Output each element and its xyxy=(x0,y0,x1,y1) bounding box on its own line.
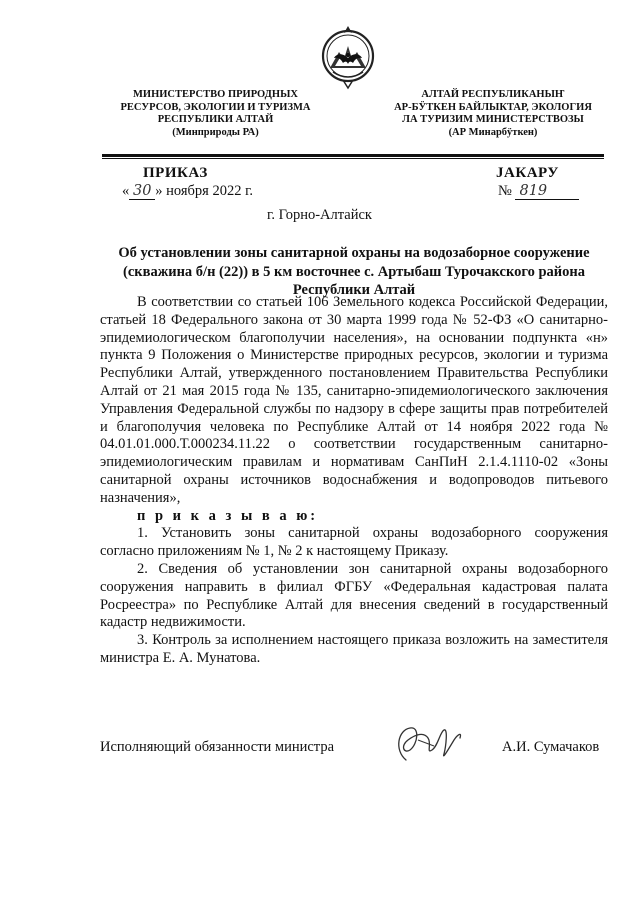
header-divider xyxy=(102,154,604,157)
ministry-alt-short: (АР Минарбӱткен) xyxy=(448,126,538,138)
ministry-alt-line: АЛТАЙ РЕСПУБЛИКАНЫҤ xyxy=(421,89,565,100)
ministry-alt-line: АР-БӰТКЕН БАЙЛЫКТАР, ЭКОЛОГИЯ xyxy=(394,101,592,113)
ministry-ru-line: МИНИСТЕРСТВО ПРИРОДНЫХ xyxy=(133,89,298,100)
order-word: п р и к а з ы в а ю: xyxy=(137,507,319,524)
preamble-paragraph: В соответствии со статьей 106 Земельного кодекса Российской Федерации, статьей 18 Федерального закона от 30 марта 1999 года № 52-ФЗ «О санитарно-эпидемиологическом благополучии населения», на основании подпункта «н» пункта 9 Положения о Министерстве природных ресурсов, экологии и туризма Республики Алтай, утвержденного постановлением Правительства Республики Алтай от 21 мая 2015 года № 135, санитарно-эпидемиологического заключения Управления Федеральной службы по надзору в сфере защиты прав потребителей и благополучия человека по Республике Алтай от 14 ноября 2022 года № 04.01.01.000.Т.000234.11.22 о соответствии государственным санитарно-эпидемиологическим правилам и нормативам СанПиН 2.1.4.1110-02 «Зоны санитарной охраны источников водоснабжения и водопроводов питьевого назначения», xyxy=(100,294,608,506)
order-item: 2. Сведения об установлении зон санитарной охраны водозаборного сооружения направить в филиал ФГБУ «Федеральная кадастровая палата Росреестра» по Республике Алтай для внесения сведений в государственный кадастр недвижимости. xyxy=(100,560,608,631)
document-body xyxy=(100,294,608,668)
number-sign: № xyxy=(498,183,512,199)
order-date xyxy=(122,183,253,200)
city: г. Горно-Алтайск xyxy=(267,207,372,223)
order-title-alt: ЈАКАРУ xyxy=(496,165,559,181)
signer-name: А.И. Сумачаков xyxy=(502,739,600,755)
order-number xyxy=(498,183,579,200)
order-item: 1. Установить зоны санитарной охраны водозаборного сооружения согласно приложениям № 1, № 2 к настоящему Приказу. xyxy=(100,525,608,560)
order-item: 3. Контроль за исполнением настоящего приказа возложить на заместителя министра Е. А. Мунатова. xyxy=(100,632,608,666)
number-handwritten: 819 xyxy=(515,184,579,200)
ministry-alt-line: ЛА ТУРИЗИМ МИНИСТЕРСТВОЗЫ xyxy=(402,114,584,125)
ministry-name-alt xyxy=(383,89,603,139)
ministry-ru-line: РЕСПУБЛИКИ АЛТАЙ xyxy=(157,114,274,125)
date-quote-open: « xyxy=(122,183,130,199)
signer-position: Исполняющий обязанности министра xyxy=(100,739,335,755)
republic-emblem-icon xyxy=(321,22,375,90)
ministry-ru-line: РЕСУРСОВ, ЭКОЛОГИИ И ТУРИЗМА xyxy=(120,101,311,113)
document-title: Об установлении зоны санитарной охраны на водозаборное сооружение (скважина б/н (22)) в 5 км восточнее с. Артыбаш Турочакского района Республики Алтай xyxy=(118,245,590,298)
header-divider-thin xyxy=(102,158,604,159)
date-day-handwritten: 30 xyxy=(129,184,155,200)
handwritten-signature-icon xyxy=(388,720,468,770)
date-rest: » ноября 2022 г. xyxy=(155,183,254,199)
ministry-name-ru xyxy=(108,89,323,139)
ministry-ru-short: (Минприроды РА) xyxy=(172,126,259,138)
order-title-ru: ПРИКАЗ xyxy=(143,165,208,181)
